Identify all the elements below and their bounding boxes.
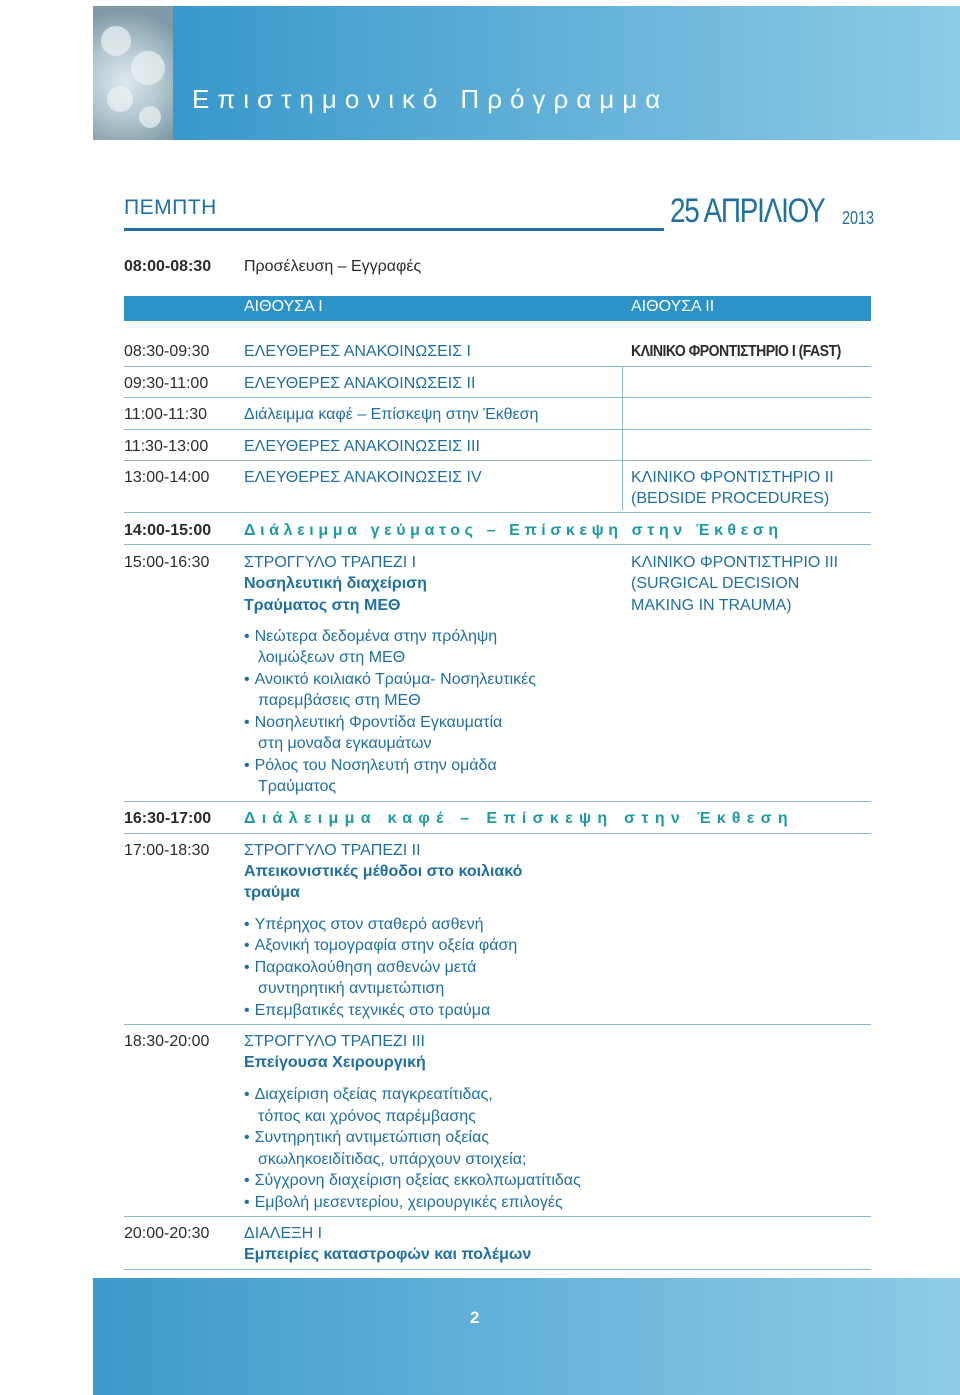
bullet-item: • Επεμβατικές τεχνικές στο τραύμα xyxy=(244,1000,490,1022)
bullet-continuation: λοιμώξεων στη ΜΕΘ xyxy=(258,649,406,666)
row-divider xyxy=(124,801,871,802)
bullet-item: • Νοσηλευτική Φροντίδα Εγκαυματία xyxy=(244,712,502,734)
row-room1: ΕΛΕΥΘΕΡΕΣ ΑΝΑΚΟΙΝΩΣΕΙΣ Ι xyxy=(244,343,471,360)
row-room2: ΚΛΙΝΙΚΟ ΦΡΟΝΤΙΣΤΗΡΙΟ Ι (FAST) xyxy=(631,343,841,360)
row-divider xyxy=(124,833,871,834)
row-divider xyxy=(124,544,871,545)
bullet-item: • Διαχείριση οξείας παγκρεατίτιδας, xyxy=(244,1084,493,1106)
bullet-continuation: τόπος και χρόνος παρέμβασης xyxy=(258,1108,476,1125)
page-number: 2 xyxy=(470,1308,480,1327)
year: 2013 xyxy=(842,208,875,228)
row-time: 09:30-11:00 xyxy=(124,375,209,392)
bullet-item: • Νεώτερα δεδομένα στην πρόληψη xyxy=(244,626,497,648)
row-divider xyxy=(124,397,871,398)
session-subtitle: Εμπειρίες καταστροφών και πολέμων xyxy=(244,1246,532,1263)
session-room2: (SURGICAL DECISION xyxy=(631,575,800,592)
session-subtitle: Τραύματος στη ΜΕΘ xyxy=(244,597,401,614)
session-time: 18:30-20:00 xyxy=(124,1033,210,1050)
row-divider xyxy=(124,1024,871,1025)
bullet-continuation: σκωληκοειδίτιδας, υπάρχουν στοιχεία; xyxy=(258,1151,527,1168)
row-divider xyxy=(124,429,871,430)
session-room2: ΚΛΙΝΙΚΟ ΦΡΟΝΤΙΣΤΗΡΙΟ ΙΙΙ xyxy=(631,554,839,571)
row-room1: ΕΛΕΥΘΕΡΕΣ ΑΝΑΚΟΙΝΩΣΕΙΣ ΙV xyxy=(244,469,482,486)
row-time: 11:30-13:00 xyxy=(124,438,209,455)
day-underline xyxy=(124,228,664,231)
header-photo xyxy=(93,6,173,144)
session-title: ΣΤΡΟΓΓΥΛΟ ΤΡΑΠΕΖΙ ΙΙ xyxy=(244,842,421,859)
row-room2: (BEDSIDE PROCEDURES) xyxy=(631,490,830,507)
row-room1: ΕΛΕΥΘΕΡΕΣ ΑΝΑΚΟΙΝΩΣΕΙΣ ΙΙΙ xyxy=(244,438,480,455)
break-label: Διάλειμμα καφέ – Επίσκεψη στην Έκθεση xyxy=(244,810,794,827)
break-time: 16:30-17:00 xyxy=(124,810,212,827)
row-room2: ΚΛΙΝΙΚΟ ΦΡΟΝΤΙΣΤΗΡΙΟ ΙΙ xyxy=(631,469,834,486)
bullet-item: • Εμβολή μεσεντερίου, χειρουργικές επιλογές xyxy=(244,1192,563,1214)
row-divider xyxy=(124,1269,871,1270)
row-time: 14:00-15:00 xyxy=(124,522,212,539)
row-divider xyxy=(124,460,871,461)
session-subtitle: Επείγουσα Χειρουργική xyxy=(244,1054,426,1071)
row-time: 13:00-14:00 xyxy=(124,469,210,486)
column-divider xyxy=(622,366,623,510)
session-subtitle: Απεικονιστικές μέθοδοι στο κοιλιακό xyxy=(244,863,523,880)
session-subtitle: Νοσηλευτική διαχείριση xyxy=(244,575,427,592)
bullet-item: • Αξονική τομογραφία στην οξεία φάση xyxy=(244,935,517,957)
bullet-continuation: παρεμβάσεις στη ΜΕΘ xyxy=(258,692,421,709)
session-title: ΣΤΡΟΓΓΥΛΟ ΤΡΑΠΕΖΙ Ι xyxy=(244,554,417,571)
footer-bar xyxy=(93,1278,960,1395)
room-header-bar xyxy=(124,296,871,321)
bullet-item: • Ανοικτό κοιλιακό Τραύμα- Νοσηλευτικές xyxy=(244,669,536,691)
row-time: 08:30-09:30 xyxy=(124,343,210,360)
bullet-continuation: συντηρητική αντιμετώπιση xyxy=(258,980,445,997)
bullet-item: • Παρακολούθηση ασθενών μετά xyxy=(244,957,476,979)
row-room1: Διάλειμμα καφέ – Επίσκεψη στην Έκθεση xyxy=(244,406,539,423)
room-2-label: ΑΙΘΟΥΣΑ ΙΙ xyxy=(631,298,715,315)
session-time: 17:00-18:30 xyxy=(124,842,210,859)
bullet-item: • Σύγχρονη διαχείριση οξείας εκκολπωματίτιδας xyxy=(244,1170,581,1192)
bullet-continuation: Τραύματος xyxy=(258,778,337,795)
row-divider xyxy=(124,512,871,513)
bullet-item: • Συντηρητική αντιμετώπιση οξείας xyxy=(244,1127,489,1149)
row-divider xyxy=(124,1216,871,1217)
session-time: 20:00-20:30 xyxy=(124,1225,210,1242)
session-subtitle: τραύμα xyxy=(244,884,300,901)
room-1-label: ΑΙΘΟΥΣΑ Ι xyxy=(244,298,323,315)
session-title: ΣΤΡΟΓΓΥΛΟ ΤΡΑΠΕΖΙ ΙΙΙ xyxy=(244,1033,425,1050)
bullet-continuation: στη μοναδα εγκαυμάτων xyxy=(258,735,432,752)
page-title: Επιστημονικό Πρόγραμμα xyxy=(192,84,669,114)
row-time: 11:00-11:30 xyxy=(124,406,208,423)
day-name: ΠΕΜΠΤΗ xyxy=(124,196,217,219)
bullet-item: • Υπέρηχος στον σταθερό ασθενή xyxy=(244,914,484,936)
row-divider xyxy=(124,366,871,367)
row-room1: ΕΛΕΥΘΕΡΕΣ ΑΝΑΚΟΙΝΩΣΕΙΣ ΙΙ xyxy=(244,375,476,392)
registration-text: Προσέλευση – Εγγραφές xyxy=(244,258,422,275)
date: 25 ΑΠΡΙΛΙΟΥ xyxy=(670,192,825,230)
bullet-item: • Ρόλος του Νοσηλευτή στην ομάδα xyxy=(244,755,497,777)
session-room2: MAKING IN TRAUMA) xyxy=(631,597,792,614)
session-title: ΔΙΑΛΕΞΗ Ι xyxy=(244,1225,323,1242)
break-label: Διάλειμμα γεύματος – Επίσκεψη στην Έκθεση xyxy=(244,522,783,539)
session-time: 15:00-16:30 xyxy=(124,554,210,571)
registration-time: 08:00-08:30 xyxy=(124,258,212,275)
